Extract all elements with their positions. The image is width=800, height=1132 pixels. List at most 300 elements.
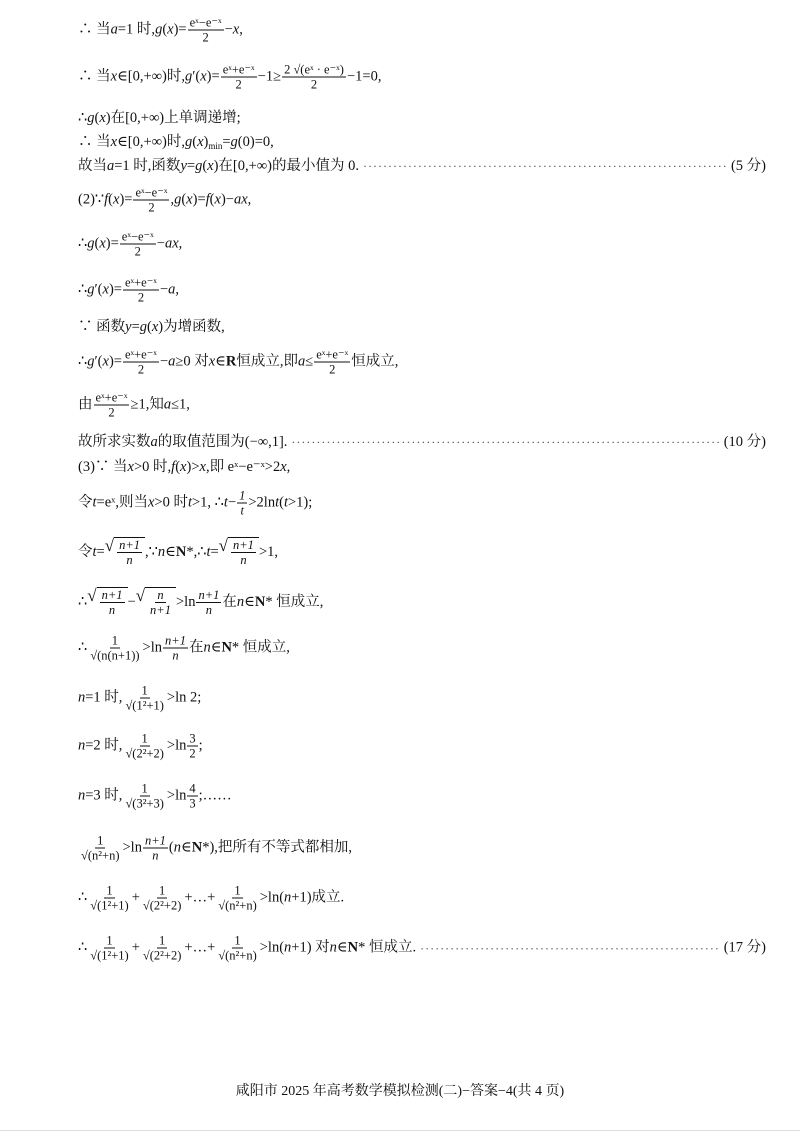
solution-line — [78, 348, 766, 377]
solution-line — [78, 111, 766, 126]
text-run: ax — [233, 191, 248, 208]
text-run: f — [205, 191, 210, 208]
score-marker: (5 分) — [730, 157, 766, 174]
square-root — [136, 587, 176, 617]
text-run: = — [222, 133, 231, 150]
text-run: g — [87, 281, 95, 298]
fraction — [187, 732, 197, 761]
dot-leader — [363, 160, 727, 172]
text-run: ( — [175, 458, 181, 475]
fraction-denominator: 2 — [202, 30, 209, 45]
text-run: n — [329, 939, 337, 956]
fraction — [282, 63, 346, 92]
text-run: (2)∵ — [78, 191, 105, 208]
solution-line — [78, 834, 766, 863]
fraction-denominator: 2 — [148, 200, 155, 215]
text-run: , — [239, 21, 243, 38]
fraction-denominator: 2 — [137, 362, 145, 377]
solution-line — [78, 230, 766, 259]
fraction-numerator: eˣ−e⁻ˣ — [135, 185, 168, 200]
text-run: )= — [192, 191, 206, 208]
text-run: −1=0, — [346, 68, 382, 85]
text-run: 令 — [78, 543, 93, 560]
text-run: ∴ 当 — [78, 68, 111, 85]
text-run: ∴ — [78, 939, 88, 956]
text-run: , — [247, 191, 252, 208]
text-run: * 恒成立, — [265, 593, 324, 610]
text-run: a — [163, 396, 172, 413]
text-run: x — [127, 458, 134, 475]
text-run: ( — [209, 191, 215, 208]
text-run: >1, — [258, 543, 278, 560]
fraction — [123, 684, 165, 713]
text-run: ( — [168, 839, 174, 856]
text-run: n — [157, 543, 166, 560]
fraction — [117, 538, 142, 567]
text-run: g — [184, 133, 193, 150]
text-run: t — [223, 494, 228, 511]
text-run: a — [110, 21, 118, 38]
dot-leader — [420, 942, 720, 954]
fraction-denominator: √(n²+n) — [81, 848, 120, 863]
fraction-numerator: 1 — [239, 488, 246, 503]
solution-line — [78, 489, 766, 518]
text-run: * 恒成立. — [358, 939, 417, 956]
text-run: x — [207, 157, 214, 174]
text-run: 故当 — [78, 157, 107, 174]
text-run: >ln( — [259, 939, 285, 956]
text-run: ∴ — [78, 639, 88, 656]
text-run: ( — [192, 133, 198, 150]
text-run: x — [102, 281, 109, 298]
fraction-denominator: t — [240, 503, 244, 518]
text-run: )= — [108, 353, 122, 370]
text-run: ( — [279, 494, 284, 511]
text-run: t — [275, 494, 280, 511]
fraction — [120, 230, 156, 259]
radical-sign: √ — [135, 586, 146, 605]
solution-line — [78, 587, 766, 617]
text-run: − — [159, 353, 169, 370]
text-run: ( — [202, 157, 208, 174]
fraction-numerator: 3 — [189, 731, 196, 746]
text-run: ∴ — [78, 593, 88, 610]
radicand — [97, 587, 128, 617]
text-run: =2 时, — [85, 737, 123, 754]
text-run: +1) 对 — [291, 939, 330, 956]
text-run: n — [203, 639, 211, 656]
solution-line — [78, 732, 766, 761]
fraction-numerator: eˣ−e⁻ˣ — [121, 229, 154, 244]
text-run: n — [284, 889, 292, 906]
fraction-numerator: 1 — [234, 883, 241, 898]
fraction-numerator: 1 — [106, 883, 113, 898]
text-run: >ln — [175, 593, 196, 610]
fraction-denominator: √(2²+2) — [125, 746, 164, 761]
fraction-denominator: n — [240, 553, 247, 567]
text-run: ,即 eˣ−e⁻ˣ>2 — [205, 458, 281, 475]
fraction-numerator: 1 — [159, 933, 166, 948]
fraction-numerator: eˣ−e⁻ˣ — [189, 15, 222, 30]
text-run: n — [284, 939, 292, 956]
fraction — [188, 16, 224, 45]
fraction-denominator: n — [108, 603, 116, 617]
fraction — [88, 884, 130, 913]
text-run: ) — [203, 133, 209, 150]
fraction-denominator: 2 — [329, 362, 336, 377]
fraction-denominator: 2 — [189, 746, 196, 761]
solution-line — [78, 159, 766, 174]
text-run: N — [254, 593, 266, 610]
text-run: >ln — [166, 737, 187, 754]
fraction-numerator: 2 √(eˣ · e⁻ˣ) — [284, 62, 344, 77]
fraction-numerator: 1 — [141, 731, 148, 746]
text-run: ∴ — [78, 353, 88, 370]
radicand — [228, 537, 259, 567]
text-run: x — [280, 458, 287, 475]
solution-line — [78, 16, 766, 45]
text-run: ∈ — [180, 839, 192, 856]
text-run: )= — [206, 68, 220, 85]
square-root — [219, 537, 259, 567]
fraction — [314, 348, 350, 377]
fraction-numerator: n+1 — [119, 538, 140, 552]
fraction-denominator: n — [205, 602, 213, 617]
fraction-numerator: 1 — [111, 633, 119, 648]
text-run: a — [168, 281, 176, 298]
fraction — [231, 538, 256, 567]
fraction-denominator: 2 — [310, 77, 318, 92]
radical-sign: √ — [104, 536, 115, 555]
solution-line — [78, 934, 766, 963]
text-run: ′( — [192, 68, 201, 85]
fraction-numerator: n — [157, 588, 164, 602]
text-run: ∈ — [210, 639, 222, 656]
fraction — [100, 588, 125, 617]
text-run: >1, ∴ — [192, 494, 224, 511]
text-run: a — [168, 353, 176, 370]
fraction-denominator: √(n(n+1)) — [90, 648, 140, 663]
text-run: ∵ 函数 — [78, 318, 126, 335]
text-run: t — [92, 543, 97, 560]
text-run: +…+ — [184, 939, 216, 956]
fraction — [196, 588, 221, 617]
text-run: x — [197, 133, 204, 150]
fraction-numerator: eˣ+e⁻ˣ — [316, 347, 349, 362]
text-run: x — [180, 458, 187, 475]
text-run: t — [283, 494, 288, 511]
text-run: ≤1, — [171, 396, 190, 413]
text-run: ∴ — [78, 281, 88, 298]
text-run: =1 时,函数 — [114, 157, 181, 174]
text-run: ;…… — [198, 787, 232, 804]
solution-line — [78, 884, 766, 913]
fraction-numerator: 4 — [189, 781, 196, 796]
fraction-denominator: 3 — [189, 796, 196, 811]
text-run: ( — [147, 318, 152, 335]
text-run: x — [200, 68, 207, 85]
solution-line — [78, 782, 766, 811]
solution-line — [78, 537, 766, 567]
text-run: g — [230, 133, 238, 150]
fraction-denominator: n — [172, 648, 179, 663]
text-run: − — [224, 21, 233, 38]
text-run: )= — [105, 235, 119, 252]
text-run: , — [286, 458, 291, 475]
text-run: n — [173, 839, 181, 856]
text-run: ∈[0,+∞)时, — [117, 68, 185, 85]
text-run: >ln — [166, 787, 187, 804]
page-footer: 咸阳市 2025 年高考数学模拟检测(二)−答案−4(共 4 页) — [235, 1084, 565, 1099]
text-run: 恒成立, — [351, 353, 399, 370]
text-run: N — [191, 839, 203, 856]
radical-sign: √ — [87, 586, 97, 605]
text-run: >ln( — [259, 889, 285, 906]
footer-divider — [0, 1130, 800, 1131]
fraction — [187, 782, 197, 811]
text-run: t — [187, 494, 192, 511]
fraction-denominator: n — [126, 553, 133, 567]
text-run: = — [131, 318, 140, 335]
fraction — [141, 934, 183, 963]
text-run: ′( — [94, 353, 103, 370]
text-run: )> — [186, 458, 200, 475]
text-run: g — [87, 109, 95, 126]
text-run: − — [127, 593, 136, 610]
fraction-numerator: n+1 — [233, 538, 254, 552]
text-run: + — [131, 939, 140, 956]
solution-line — [78, 634, 766, 663]
score-marker: (17 分) — [723, 939, 766, 956]
text-run: 在 — [222, 593, 237, 610]
text-run: ∴ — [78, 109, 88, 126]
fraction-denominator: √(1²+1) — [90, 948, 129, 963]
fraction-denominator: √(3²+3) — [125, 796, 164, 811]
text-run: * 恒成立, — [231, 639, 290, 656]
solution-line — [78, 276, 766, 305]
fraction-denominator: 2 — [134, 244, 141, 259]
text-run: = — [210, 543, 219, 560]
text-run: +…+ — [184, 889, 216, 906]
text-run: g — [87, 235, 95, 252]
text-run: )= — [119, 191, 133, 208]
fraction — [216, 884, 258, 913]
text-run: x — [110, 68, 118, 85]
text-run: f — [171, 458, 176, 475]
radicand — [114, 537, 145, 567]
text-run: *),把所有不等式都相加, — [202, 839, 353, 856]
fraction-numerator: 1 — [141, 683, 148, 698]
solution-line — [78, 684, 766, 713]
text-run: 恒成立,即 — [236, 353, 298, 370]
fraction — [79, 834, 121, 863]
text-run: , — [178, 235, 183, 252]
text-run: = — [96, 543, 105, 560]
text-run: − — [159, 281, 169, 298]
fraction-denominator: √(1²+1) — [90, 898, 129, 913]
text-run: +1)成立. — [291, 889, 345, 906]
fraction — [143, 834, 168, 863]
text-run: a — [107, 157, 115, 174]
text-run: )= — [108, 281, 122, 298]
fraction-numerator: 1 — [141, 781, 148, 796]
text-run: g — [184, 68, 193, 85]
text-run: f — [104, 191, 109, 208]
text-run: ∴ — [78, 889, 88, 906]
text-run: ∈ — [336, 939, 348, 956]
text-run: ∴ 当 — [78, 133, 111, 150]
text-run: x — [214, 191, 221, 208]
text-run: x — [232, 21, 240, 38]
text-run: =eˣ,则当 — [96, 494, 148, 511]
fraction — [148, 588, 173, 617]
text-run: + — [131, 889, 140, 906]
text-run: g — [87, 353, 95, 370]
text-run: * — [186, 543, 194, 560]
fraction-denominator: n — [152, 848, 159, 863]
text-run: 由 — [78, 396, 93, 413]
text-run: x — [167, 21, 174, 38]
text-run: N — [347, 939, 359, 956]
text-run: )为增函数, — [158, 318, 225, 335]
text-run: (3)∵ 当 — [78, 458, 128, 475]
text-run: >0 时 — [154, 494, 188, 511]
fraction — [123, 348, 159, 377]
fraction — [123, 782, 165, 811]
text-run: ,∵ — [145, 543, 158, 560]
fraction-numerator: n+1 — [198, 587, 220, 602]
fraction — [141, 884, 183, 913]
text-run: x — [113, 191, 120, 208]
fraction-denominator: √(n²+n) — [218, 948, 257, 963]
radical-sign: √ — [218, 536, 228, 555]
text-run: 在 — [188, 639, 204, 656]
solution-line — [78, 63, 766, 92]
text-run: ; — [198, 737, 203, 754]
text-run: ∈ — [244, 593, 255, 610]
text-run: g — [195, 157, 203, 174]
fraction-denominator: √(1²+1) — [125, 698, 164, 713]
fraction — [94, 391, 130, 420]
fraction-denominator: √(2²+2) — [142, 948, 182, 963]
text-run: − — [156, 235, 165, 252]
fraction — [237, 489, 247, 518]
text-run: x — [102, 353, 109, 370]
text-run: x — [99, 235, 106, 252]
text-run: =3 时, — [85, 787, 123, 804]
fraction-denominator: 2 — [137, 290, 145, 305]
fraction — [88, 934, 130, 963]
text-run: ≥1,知 — [130, 396, 164, 413]
fraction-numerator: 1 — [159, 883, 166, 898]
text-run: )= — [173, 21, 187, 38]
text-run: x — [147, 494, 155, 511]
text-run: t — [206, 543, 211, 560]
text-run: = — [186, 157, 196, 174]
fraction-denominator: 2 — [108, 405, 115, 420]
text-run: x — [99, 109, 106, 126]
text-run: =1 时, — [117, 21, 156, 38]
text-run: ′( — [94, 281, 103, 298]
text-run: 的取值范围为(−∞,1]. — [157, 433, 288, 450]
fraction — [221, 63, 257, 92]
text-run: 故所求实数 — [78, 433, 151, 450]
text-run: ( — [94, 235, 100, 252]
text-run: >2ln — [248, 494, 276, 511]
fraction-numerator: n+1 — [101, 588, 123, 602]
text-run: ( — [108, 191, 114, 208]
text-run: ∴ 当 — [78, 21, 111, 38]
text-run: x — [208, 353, 216, 370]
fraction-numerator: eˣ+e⁻ˣ — [124, 275, 157, 290]
text-run: =1 时, — [85, 689, 123, 706]
solution-line — [78, 460, 766, 475]
text-run: N — [175, 543, 187, 560]
text-run: ≥0 对 — [175, 353, 209, 370]
text-run: n — [236, 593, 245, 610]
text-run: ( — [94, 109, 100, 126]
solution-line — [78, 391, 766, 420]
text-run: x — [199, 458, 206, 475]
text-run: , — [175, 281, 179, 298]
fraction-denominator: √(2²+2) — [142, 898, 182, 913]
text-run: −1≥ — [257, 68, 282, 85]
text-run: x — [110, 133, 118, 150]
text-run: ∴ — [78, 235, 88, 252]
fraction-numerator: 1 — [97, 833, 104, 848]
text-run: >ln — [122, 839, 142, 856]
fraction-numerator: n+1 — [165, 633, 186, 648]
text-run: a — [298, 353, 306, 370]
text-run: N — [221, 639, 232, 656]
square-root — [87, 587, 127, 617]
text-run: )在[0,+∞)的最小值为 0. — [213, 157, 359, 174]
solution-line — [78, 435, 766, 450]
text-run: >ln 2; — [166, 689, 202, 706]
text-run: n — [78, 737, 86, 754]
text-run: n — [78, 787, 86, 804]
fraction — [216, 934, 258, 963]
fraction-numerator: 1 — [234, 933, 241, 948]
fraction — [123, 276, 159, 305]
fraction — [123, 732, 165, 761]
text-run: t — [92, 494, 97, 511]
text-run: R — [225, 353, 237, 370]
text-run: ,∴ — [193, 543, 207, 560]
text-run: ∈ — [215, 353, 226, 370]
text-run: (0)=0, — [237, 133, 274, 150]
dot-leader — [291, 436, 719, 448]
text-run: ≤ — [305, 353, 314, 370]
radicand — [145, 587, 176, 617]
fraction-numerator: 1 — [106, 933, 113, 948]
text-run: >0 时, — [133, 458, 172, 475]
solution-line — [78, 320, 766, 335]
fraction — [163, 634, 188, 663]
text-run: − — [227, 494, 237, 511]
text-run: , — [170, 191, 175, 208]
score-marker: (10 分) — [723, 433, 766, 450]
text-run: ax — [164, 235, 179, 252]
text-run: a — [150, 433, 158, 450]
fraction-denominator: n+1 — [150, 603, 171, 617]
text-run: n — [78, 689, 86, 706]
fraction-denominator: 2 — [235, 77, 242, 92]
text-run: g — [174, 191, 182, 208]
text-run: )− — [220, 191, 234, 208]
solution-line — [78, 186, 766, 215]
fraction — [88, 634, 141, 663]
